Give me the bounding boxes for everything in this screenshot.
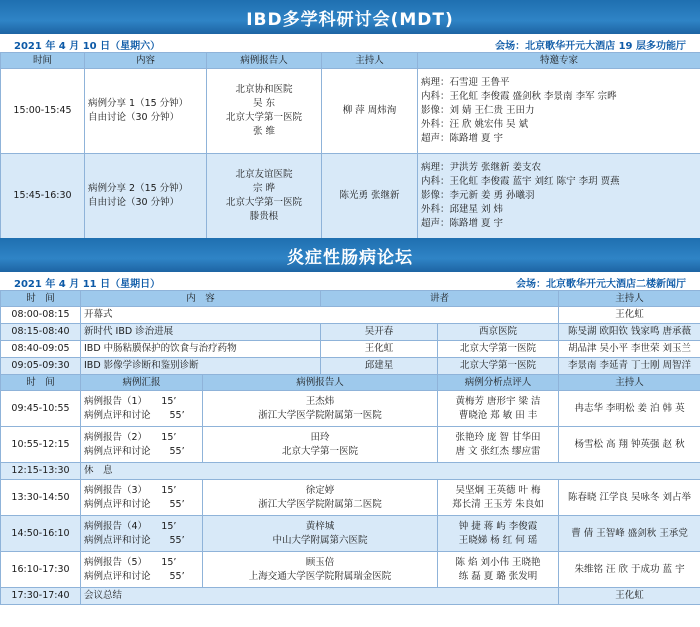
forum-venue: 会场：北京歌华开元大酒店二楼新闻厅 — [516, 279, 686, 290]
mdt-expert-line: 外科：汪 欣 姚宏伟 吴 斌 — [421, 119, 529, 130]
mdt-title-banner — [0, 0, 700, 34]
forum-row — [1, 324, 700, 341]
mdt-reporter-line: 吴 东 — [252, 98, 276, 109]
case-row-reviewers — [438, 516, 559, 552]
case-row — [1, 391, 700, 427]
forum-header-row — [1, 291, 700, 307]
case-reporter-line: 浙江大学医学院附属第二医院 — [258, 498, 382, 510]
forum-date: 2021 年 4 月 11 日（星期日） — [14, 279, 161, 290]
mdt-row-content-line: 自由讨论（30 分钟） — [88, 112, 180, 123]
case-row-item — [81, 480, 203, 516]
case-row-reporter — [203, 552, 438, 588]
case-reviewer-line: 黄梅芳 唐形宇 梁 洁 — [455, 395, 541, 407]
mdt-row-time: 15:45-16:30 — [1, 154, 85, 239]
case-row-reviewers — [438, 480, 559, 516]
mdt-expert-line: 外科：邱建星 刘 炜 — [421, 204, 504, 215]
mdt-title: IBD多学科研讨会(MDT) — [246, 9, 454, 30]
forum-row-host: 胡品津 吴小平 李世荣 刘玉兰 — [559, 341, 700, 358]
forum-row-hospital: 北京大学第一医院 — [438, 358, 559, 375]
forum-row — [1, 358, 700, 375]
mdt-expert-line: 影像：李元新 姜 勇 孙曦羽 — [421, 190, 535, 201]
mdt-expert-line: 病理：石雪迎 王鲁平 — [421, 77, 510, 88]
mdt-header-reporter: 病例报告人 — [207, 53, 322, 69]
mdt-row — [1, 154, 700, 239]
case-reporter-line: 浙江大学医学院附属第一医院 — [258, 409, 382, 421]
forum-header-speaker: 讲者 — [321, 291, 559, 307]
case-reviewer-line: 张艳玲 庞 智 甘华田 — [455, 431, 541, 443]
mdt-row-experts — [418, 69, 700, 154]
forum-row-speaker: 邱建星 — [321, 358, 438, 375]
forum-row-time: 08:15-08:40 — [1, 324, 81, 341]
case-item-line: 病例报告（1） 15’ — [84, 395, 177, 407]
mdt-date: 2021 年 4 月 10 日（星期六） — [14, 41, 161, 52]
case-header-item: 病例汇报 — [81, 375, 203, 391]
case-reporter-line: 王杰炜 — [305, 395, 335, 407]
forum-row-hospital: 北京大学第一医院 — [438, 341, 559, 358]
forum-header-content: 内 容 — [81, 291, 321, 307]
forum-row-host: 李景南 李延青 丁士刚 周智洋 — [559, 358, 700, 375]
mdt-venue: 会场：北京歌华开元大酒店 19 层多功能厅 — [495, 41, 686, 52]
mdt-row-content — [85, 69, 207, 154]
case-item-line: 病例报告（5） 15’ — [84, 556, 177, 568]
mdt-expert-line: 内科：王化虹 李俊霞 盛剑秋 李景南 李军 宗晔 — [421, 91, 617, 102]
mdt-reporter-line: 张 维 — [252, 126, 276, 137]
mdt-reporter-line: 北京友谊医院 — [235, 169, 293, 180]
forum-row-speaker: 吴开春 — [321, 324, 438, 341]
case-row-reviewers — [438, 427, 559, 463]
mdt-date-line — [0, 35, 700, 51]
mdt-row-content-line: 病例分享 1（15 分钟） — [88, 98, 189, 109]
case-header-row — [1, 375, 700, 391]
mdt-expert-line: 内科：王化虹 李俊霞 蓝宇 刘红 陈宁 李玥 贾燕 — [421, 176, 620, 187]
mdt-header-time: 时间 — [1, 53, 85, 69]
case-row-reporter — [203, 480, 438, 516]
mdt-header-row — [1, 53, 700, 69]
case-reviewer-line: 钟 捷 蒋 屿 李俊霞 — [458, 520, 538, 532]
case-reporter-line: 徐定婷 — [305, 484, 335, 496]
case-row — [1, 463, 700, 480]
case-header-reporter: 病例报告人 — [203, 375, 438, 391]
case-row-time: 12:15-13:30 — [1, 463, 81, 480]
case-row-time: 16:10-17:30 — [1, 552, 81, 588]
mdt-row-content-line: 自由讨论（30 分钟） — [88, 197, 180, 208]
case-row-time: 17:30-17:40 — [1, 588, 81, 605]
case-item-line: 病例报告（2） 15’ — [84, 431, 177, 443]
case-item-line: 病例点评和讨论 55’ — [84, 409, 185, 421]
mdt-row-experts — [418, 154, 700, 239]
case-header-reviewers: 病例分析点评人 — [438, 375, 559, 391]
forum-row-speaker: 王化虹 — [321, 341, 438, 358]
case-header-time: 时 间 — [1, 375, 81, 391]
mdt-row-reporters — [207, 154, 322, 239]
case-reporter-line: 黄梓城 — [305, 520, 335, 532]
mdt-reporter-line: 宗 晔 — [252, 183, 276, 194]
case-reporter-line: 中山大学附属第六医院 — [272, 534, 368, 546]
mdt-header-experts: 特邀专家 — [418, 53, 700, 69]
mdt-row-content-line: 病例分享 2（15 分钟） — [88, 183, 189, 194]
forum-row-host: 陈旻湖 欧阳钦 钱家鸣 唐承薇 — [559, 324, 700, 341]
case-row-host: 杨雪松 高 翔 钟英强 赵 秋 — [559, 427, 700, 463]
case-row-item — [81, 427, 203, 463]
mdt-header-host: 主持人 — [322, 53, 418, 69]
case-row-time: 09:45-10:55 — [1, 391, 81, 427]
mdt-expert-line: 超声：陈路增 夏 宇 — [421, 218, 504, 229]
case-row-reporter — [203, 516, 438, 552]
forum-row-time: 08:40-09:05 — [1, 341, 81, 358]
mdt-row-time: 15:00-15:45 — [1, 69, 85, 154]
case-row-reporter — [203, 427, 438, 463]
case-reviewer-line: 陈 焰 刘小伟 王晓艳 — [455, 556, 541, 568]
mdt-reporter-line: 北京协和医院 — [235, 84, 293, 95]
mdt-expert-line: 超声：陈路增 夏 宇 — [421, 133, 504, 144]
case-item-line: 病例报告（3） 15’ — [84, 484, 177, 496]
case-row-reporter — [203, 391, 438, 427]
case-row-host: 冉志华 李明松 姜 泊 韩 英 — [559, 391, 700, 427]
case-row — [1, 480, 700, 516]
case-row-reviewers — [438, 552, 559, 588]
case-reporter-line: 顾玉倍 — [305, 556, 335, 568]
case-item-line: 病例点评和讨论 55’ — [84, 445, 185, 457]
case-row-item — [81, 391, 203, 427]
mdt-table — [0, 52, 700, 239]
case-reviewer-line: 唐 文 张红杰 缪应雷 — [455, 445, 541, 457]
forum-row-time: 08:00-08:15 — [1, 307, 81, 324]
case-item-line: 病例点评和讨论 55’ — [84, 498, 185, 510]
forum-header-time: 时 间 — [1, 291, 81, 307]
case-row-time: 13:30-14:50 — [1, 480, 81, 516]
case-reporter-line: 上海交通大学医学院附属瑞金医院 — [248, 570, 392, 582]
case-row-host: 曹 倩 王智峰 盛剑秋 王承党 — [559, 516, 700, 552]
case-row-host: 王化虹 — [559, 588, 700, 605]
case-row-item: 休 息 — [81, 463, 700, 480]
forum-row-content: IBD 影像学诊断和鉴别诊断 — [81, 358, 321, 375]
mdt-reporter-line: 滕贵根 — [249, 211, 279, 222]
mdt-header-content: 内容 — [85, 53, 207, 69]
forum-row-hospital: 西京医院 — [438, 324, 559, 341]
mdt-row-reporters — [207, 69, 322, 154]
case-item-line: 病例点评和讨论 55’ — [84, 534, 185, 546]
case-reviewer-line: 王晓娣 杨 红 何 瑶 — [458, 534, 538, 546]
mdt-reporter-line: 北京大学第一医院 — [225, 112, 302, 123]
case-item-line: 病例点评和讨论 55’ — [84, 570, 185, 582]
case-row-item — [81, 516, 203, 552]
forum-row — [1, 341, 700, 358]
case-row — [1, 516, 700, 552]
mdt-row-content — [85, 154, 207, 239]
forum-row — [1, 307, 700, 324]
case-row-reviewers — [438, 391, 559, 427]
case-row-host: 陈春晓 江学良 吴咏冬 刘占举 — [559, 480, 700, 516]
case-reviewer-line: 练 磊 夏 璐 张发明 — [458, 570, 538, 582]
case-row-host: 朱维铭 汪 欣 于成功 蓝 宇 — [559, 552, 700, 588]
case-item-line: 病例报告（4） 15’ — [84, 520, 177, 532]
case-reviewer-line: 曹晓沧 郑 敏 田 丰 — [458, 409, 538, 421]
case-reporter-line: 田玲 — [310, 431, 330, 443]
mdt-row-hosts: 陈光勇 张继新 — [322, 154, 418, 239]
forum-table — [0, 290, 700, 605]
case-row-time: 10:55-12:15 — [1, 427, 81, 463]
case-row-time: 14:50-16:10 — [1, 516, 81, 552]
case-row — [1, 588, 700, 605]
mdt-expert-line: 影像：刘 婧 王仁贵 王田力 — [421, 105, 535, 116]
forum-date-line — [0, 273, 700, 289]
case-reviewer-line: 郑长清 王玉芳 朱良如 — [452, 498, 544, 510]
forum-header-host: 主持人 — [559, 291, 700, 307]
case-row — [1, 552, 700, 588]
case-reviewer-line: 吴坚炯 王英德 叶 梅 — [455, 484, 541, 496]
forum-row-content: 新时代 IBD 诊治进展 — [81, 324, 321, 341]
mdt-row-hosts: 柳 萍 周炜洵 — [322, 69, 418, 154]
case-row-item: 会议总结 — [81, 588, 559, 605]
case-header-host: 主持人 — [559, 375, 700, 391]
forum-title: 炎症性肠病论坛 — [287, 247, 413, 268]
mdt-expert-line: 病理：尹洪芳 张继新 姜支农 — [421, 162, 542, 173]
mdt-reporter-line: 北京大学第一医院 — [225, 197, 302, 208]
forum-title-banner — [0, 238, 700, 272]
case-reporter-line: 北京大学第一医院 — [282, 445, 359, 457]
forum-row-content: IBD 中肠粘膜保护的饮食与治疗药物 — [81, 341, 321, 358]
forum-row-time: 09:05-09:30 — [1, 358, 81, 375]
mdt-row — [1, 69, 700, 154]
forum-row-host: 王化虹 — [559, 307, 700, 324]
forum-row-content: 开幕式 — [81, 307, 559, 324]
case-row-item — [81, 552, 203, 588]
case-row — [1, 427, 700, 463]
